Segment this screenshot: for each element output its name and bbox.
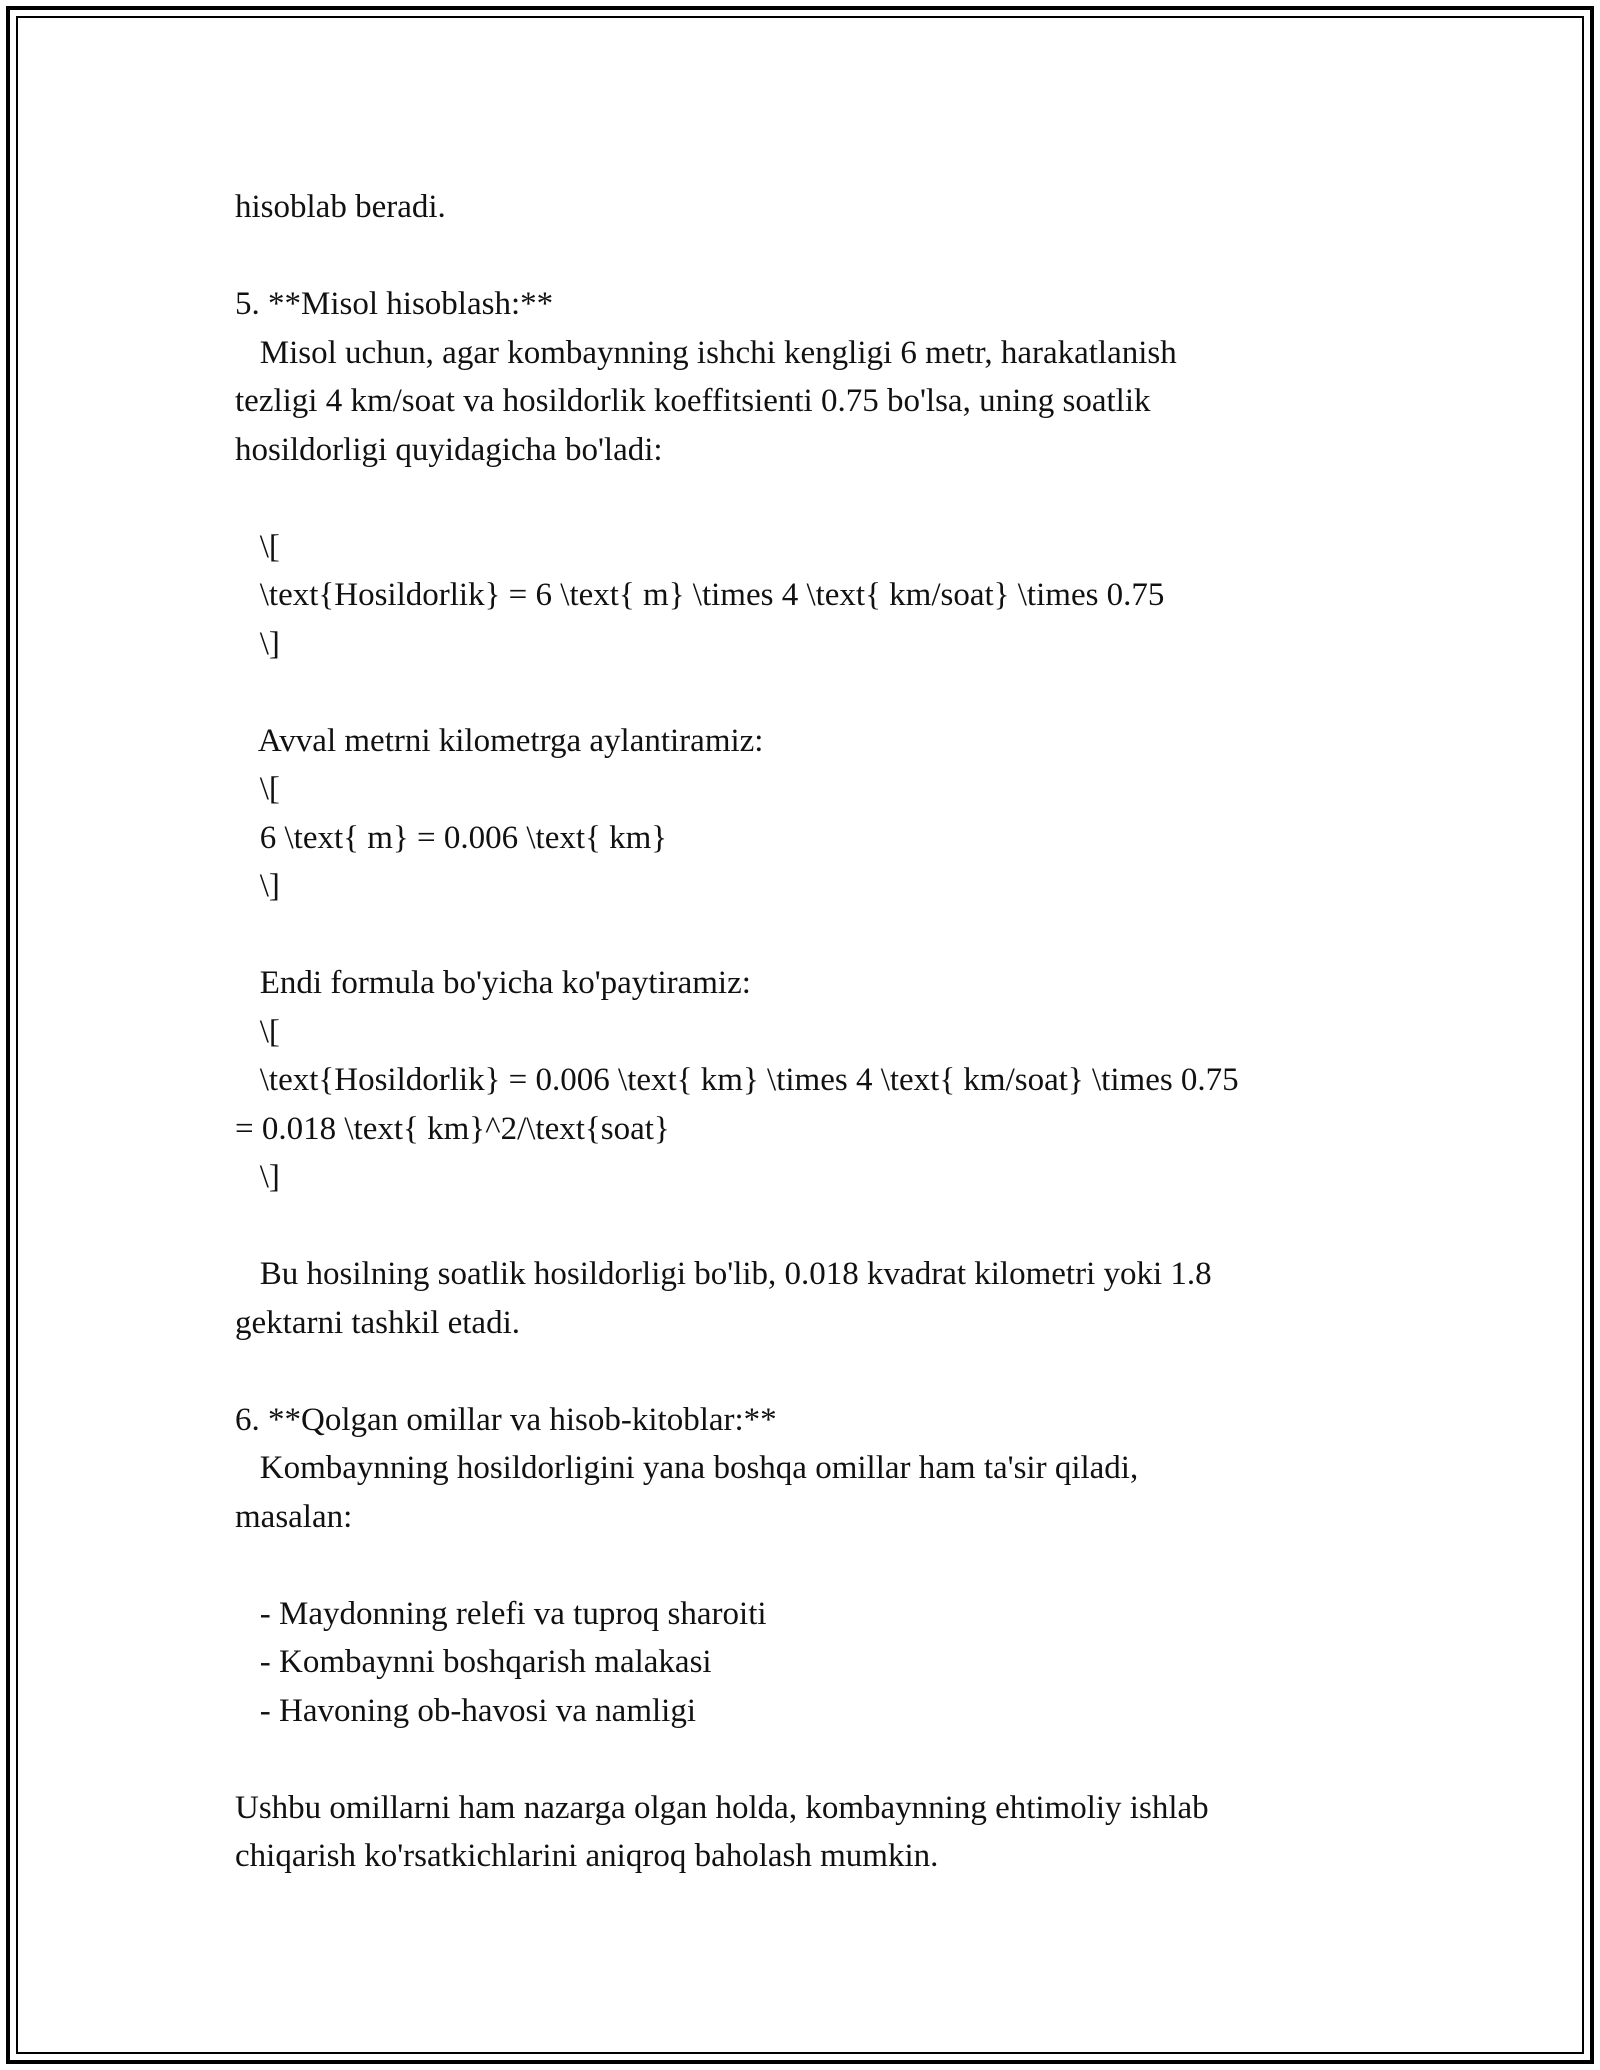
text-line: Bu hosilning soatlik hosildorligi bo'lib, 0.018 kvadrat kilometri yoki 1.8 xyxy=(235,1256,1212,1292)
blank-line xyxy=(235,474,1375,523)
blank-line xyxy=(235,911,1375,960)
formula-line: \] xyxy=(235,1159,280,1195)
list-item: - Kombaynni boshqarish malakasi xyxy=(235,1644,712,1680)
formula-line: \text{Hosildorlik} = 0.006 \text{ km} \times 4 \text{ km/soat} \times 0.75 xyxy=(235,1062,1239,1098)
formula-line: \text{Hosildorlik} = 6 \text{ m} \times 4 \text{ km/soat} \times 0.75 xyxy=(235,577,1165,613)
formula-line: \] xyxy=(235,868,280,904)
formula-line: \[ xyxy=(235,771,280,807)
text-line: hosildorligi quyidagicha bo'ladi: xyxy=(235,431,663,468)
text-line: Avval metrni kilometrga aylantiramiz: xyxy=(235,722,764,759)
blank-line xyxy=(235,1735,1375,1784)
formula-line: \] xyxy=(235,625,280,662)
text-line: tezligi 4 km/soat va hosildorlik koeffitsienti 0.75 bo'lsa, uning soatlik xyxy=(235,383,1151,419)
formula-line: = 0.018 \text{ km}^2/\text{soat} xyxy=(235,1110,670,1147)
section-heading-6: 6. **Qolgan omillar va hisob-kitoblar:** xyxy=(235,1401,777,1438)
blank-line xyxy=(235,1347,1375,1396)
section-heading-5: 5. **Misol hisoblash:** xyxy=(235,286,554,322)
blank-line xyxy=(235,668,1375,717)
text-line: masalan: xyxy=(235,1498,353,1535)
text-line: Ushbu omillarni ham nazarga olgan holda, kombaynning ehtimoliy ishlab xyxy=(235,1789,1209,1826)
text-line: Kombaynning hosildorligini yana boshqa omillar ham ta'sir qiladi, xyxy=(235,1450,1139,1486)
document-body xyxy=(235,183,1375,1881)
text-line: hisoblab beradi. xyxy=(235,189,446,225)
formula-line: 6 \text{ m} = 0.006 \text{ km} xyxy=(235,819,668,856)
list-item: - Havoning ob-havosi va namligi xyxy=(235,1692,697,1729)
blank-line xyxy=(235,232,1375,281)
text-line: Misol uchun, agar kombaynning ishchi kengligi 6 metr, harakatlanish xyxy=(235,334,1177,371)
formula-line: \[ xyxy=(235,1013,280,1050)
blank-line xyxy=(235,1202,1375,1251)
text-line: chiqarish ko'rsatkichlarini aniqroq baholash mumkin. xyxy=(235,1838,939,1874)
text-line: gektarni tashkil etadi. xyxy=(235,1304,520,1341)
text-line: Endi formula bo'yicha ko'paytiramiz: xyxy=(235,965,751,1001)
blank-line xyxy=(235,1541,1375,1590)
formula-line: \[ xyxy=(235,528,280,565)
list-item: - Maydonning relefi va tuproq sharoiti xyxy=(235,1595,767,1632)
